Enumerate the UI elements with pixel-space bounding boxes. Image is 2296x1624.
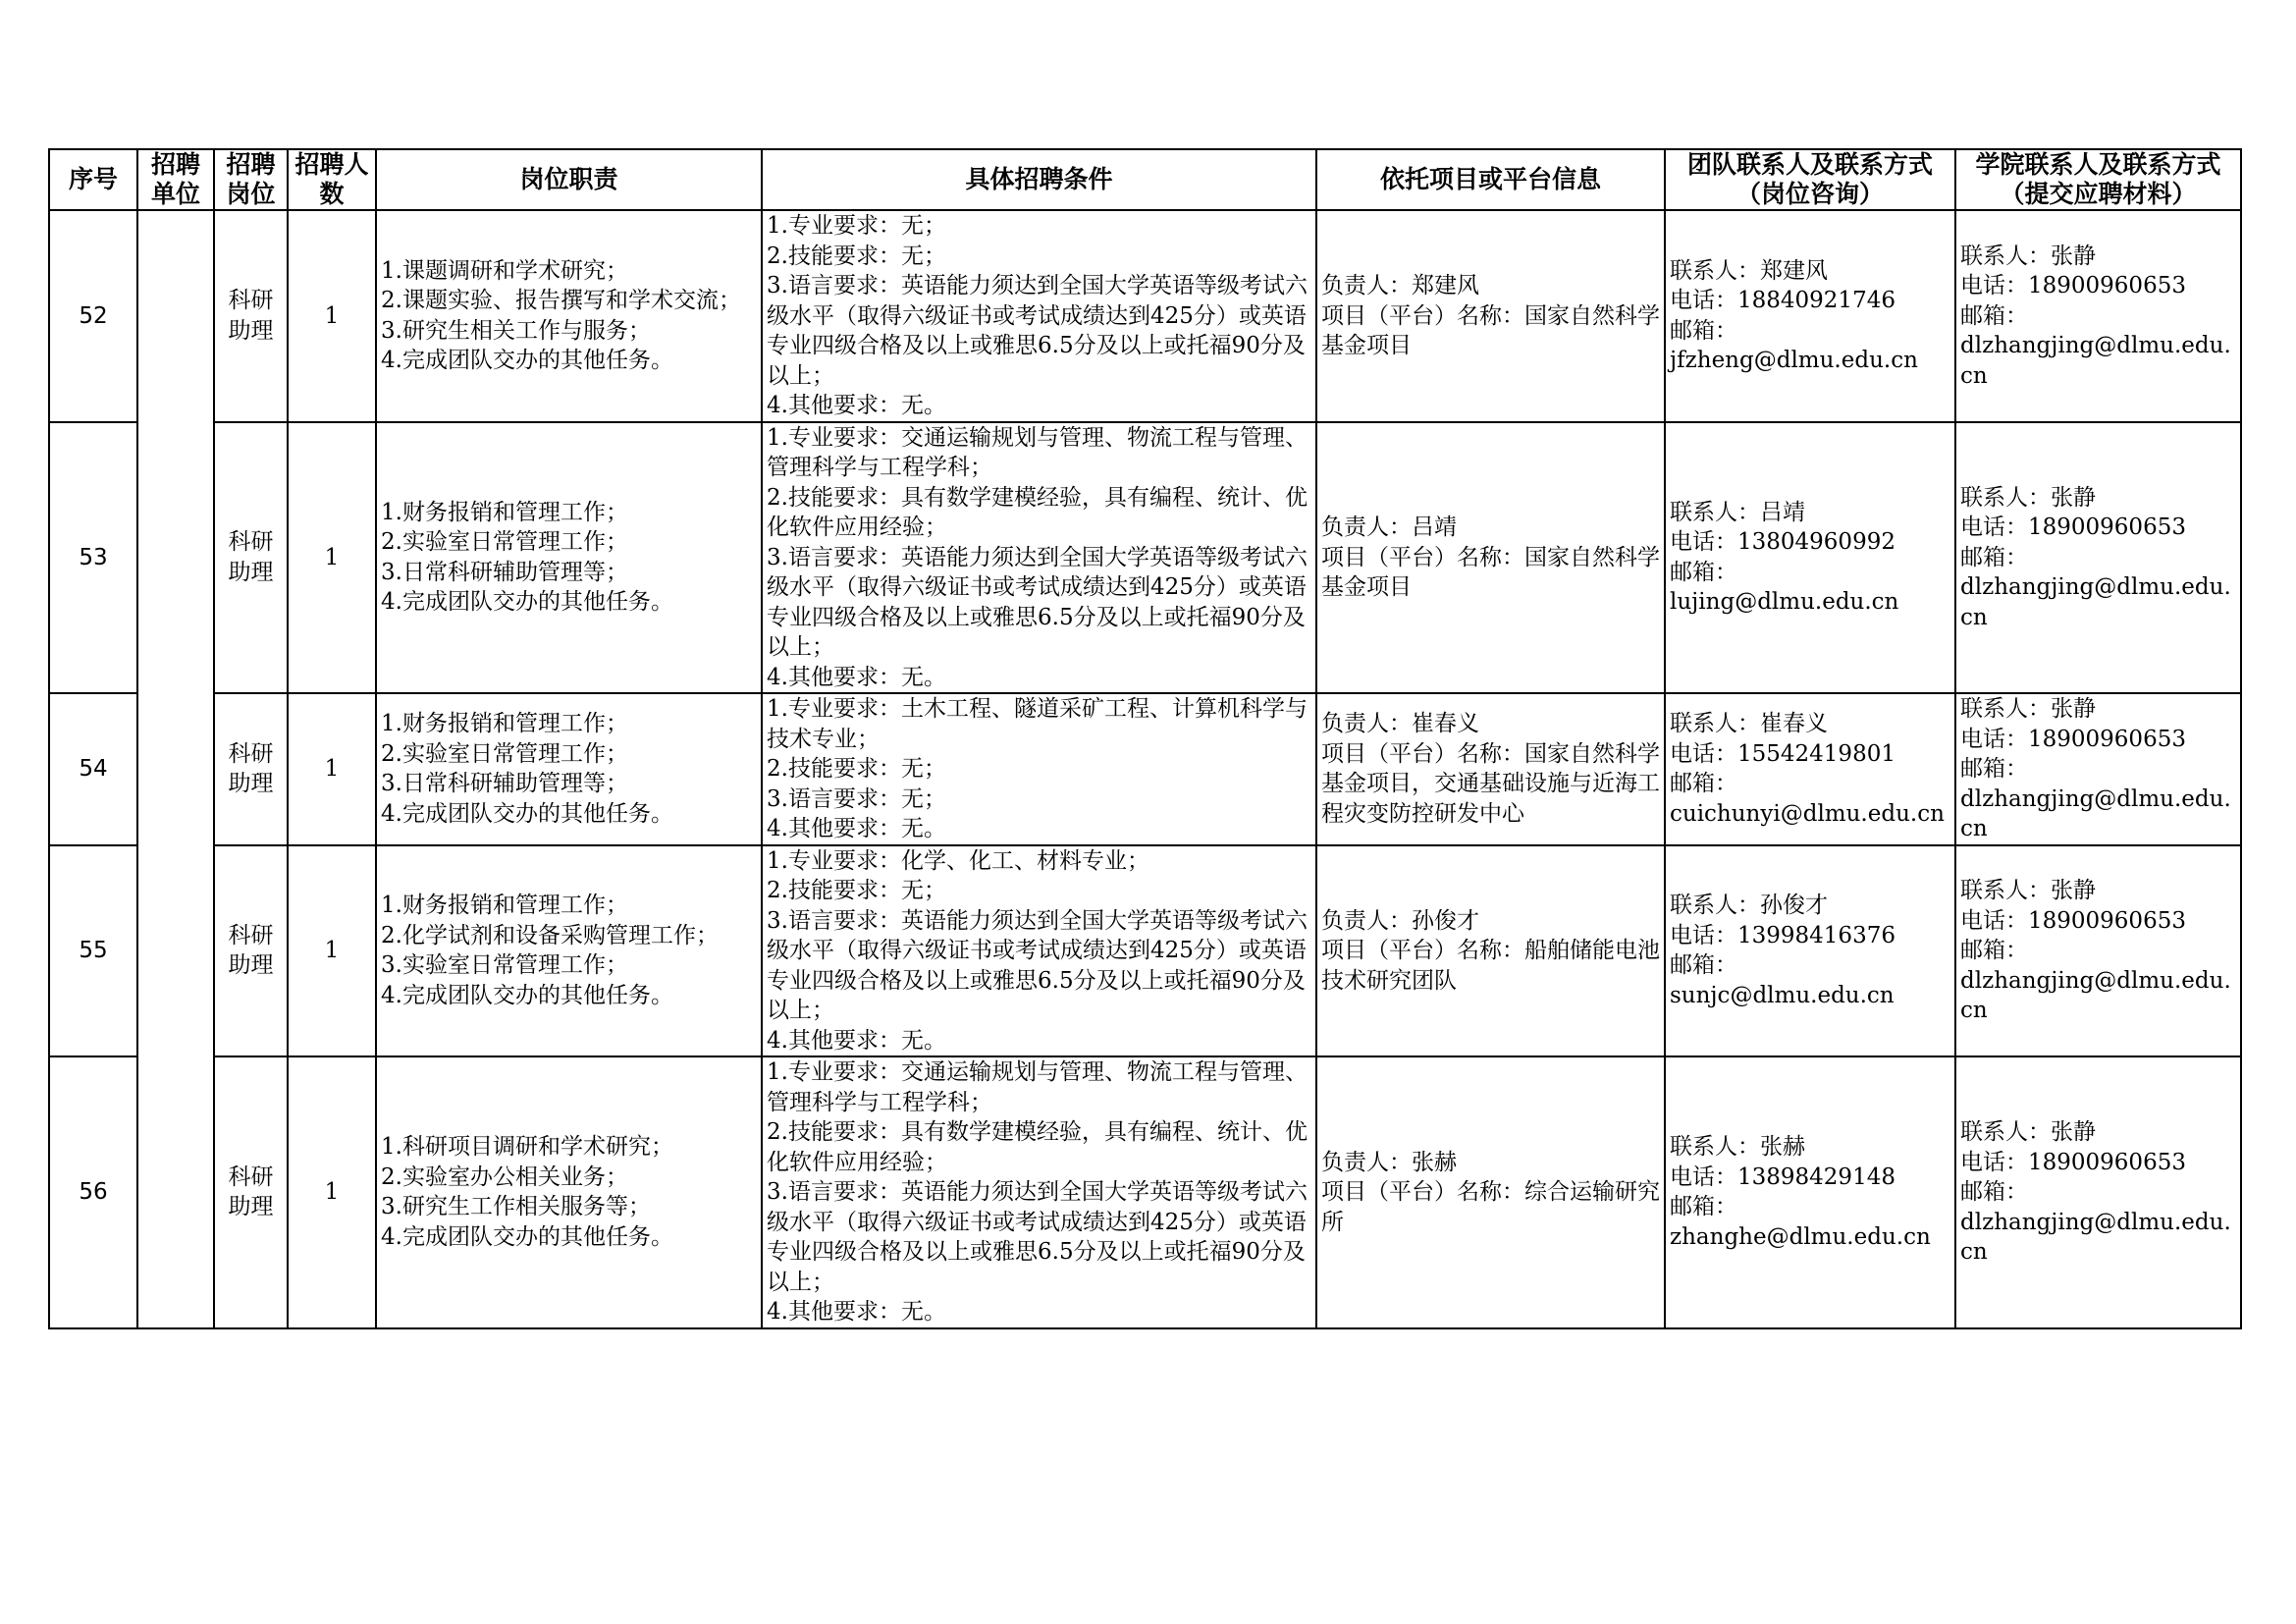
table-row (49, 422, 2241, 694)
header-duties: 岗位职责 (376, 149, 762, 210)
row-post: 科研助理 (214, 845, 288, 1057)
row-post: 科研助理 (214, 422, 288, 694)
row-conditions: 1.专业要求：土木工程、隧道采矿工程、计算机科学与技术专业； 2.技能要求：无； 3.语言要求：无； 4.其他要求：无。 (762, 693, 1316, 845)
row-team-contact: 联系人：孙俊才 电话：13998416376 邮箱： sunjc@dlmu.edu.cn (1665, 845, 1955, 1057)
header-college-contact: 学院联系人及联系方式（提交应聘材料） (1955, 149, 2241, 210)
header-row (49, 149, 2241, 210)
row-count: 1 (288, 845, 376, 1057)
row-count: 1 (288, 422, 376, 694)
row-post: 科研助理 (214, 1056, 288, 1328)
unit-cell (137, 210, 214, 1328)
row-team-contact: 联系人：吕靖 电话：13804960992 邮箱： lujing@dlmu.edu.cn (1665, 422, 1955, 694)
row-college-contact: 联系人：张静 电话：18900960653 邮箱： dlzhangjing@dlmu.edu.cn (1955, 845, 2241, 1057)
row-project: 负责人：崔春义 项目（平台）名称：国家自然科学基金项目，交通基础设施与近海工程灾变防控研发中心 (1316, 693, 1665, 845)
header-post: 招聘岗位 (214, 149, 288, 210)
row-count: 1 (288, 210, 376, 422)
row-duties: 1.科研项目调研和学术研究； 2.实验室办公相关业务； 3.研究生工作相关服务等； 4.完成团队交办的其他任务。 (376, 1056, 762, 1328)
row-duties: 1.财务报销和管理工作； 2.实验室日常管理工作； 3.日常科研辅助管理等； 4.完成团队交办的其他任务。 (376, 693, 762, 845)
row-project: 负责人：郑建风 项目（平台）名称：国家自然科学基金项目 (1316, 210, 1665, 422)
table-row (49, 693, 2241, 845)
row-duties: 1.课题调研和学术研究； 2.课题实验、报告撰写和学术交流； 3.研究生相关工作与服务； 4.完成团队交办的其他任务。 (376, 210, 762, 422)
row-conditions: 1.专业要求：交通运输规划与管理、物流工程与管理、管理科学与工程学科； 2.技能要求：具有数学建模经验，具有编程、统计、优化软件应用经验； 3.语言要求：英语能力须达到全国大学英语等级考试六级水平（取得六级证书或考试成绩达到425分）或英语专业四级合格及以上或雅思6.5分及以上或托福90分及以上； 4.其他要求：无。 (762, 1056, 1316, 1328)
row-college-contact: 联系人：张静 电话：18900960653 邮箱： dlzhangjing@dlmu.edu.cn (1955, 422, 2241, 694)
row-post: 科研助理 (214, 210, 288, 422)
row-seq: 56 (49, 1056, 137, 1328)
row-project: 负责人：张赫 项目（平台）名称：综合运输研究所 (1316, 1056, 1665, 1328)
row-project: 负责人：孙俊才 项目（平台）名称：船舶储能电池技术研究团队 (1316, 845, 1665, 1057)
row-conditions: 1.专业要求：化学、化工、材料专业； 2.技能要求：无； 3.语言要求：英语能力须达到全国大学英语等级考试六级水平（取得六级证书或考试成绩达到425分）或英语专业四级合格及以上或雅思6.5分及以上或托福90分及以上； 4.其他要求：无。 (762, 845, 1316, 1057)
row-post: 科研助理 (214, 693, 288, 845)
row-count: 1 (288, 1056, 376, 1328)
header-seq: 序号 (49, 149, 137, 210)
table-row (49, 210, 2241, 422)
header-count: 招聘人数 (288, 149, 376, 210)
row-duties: 1.财务报销和管理工作； 2.实验室日常管理工作； 3.日常科研辅助管理等； 4.完成团队交办的其他任务。 (376, 422, 762, 694)
row-team-contact: 联系人：张赫 电话：13898429148 邮箱： zhanghe@dlmu.edu.cn (1665, 1056, 1955, 1328)
header-project: 依托项目或平台信息 (1316, 149, 1665, 210)
row-duties: 1.财务报销和管理工作； 2.化学试剂和设备采购管理工作； 3.实验室日常管理工作； 4.完成团队交办的其他任务。 (376, 845, 762, 1057)
row-seq: 53 (49, 422, 137, 694)
row-conditions: 1.专业要求：无； 2.技能要求：无； 3.语言要求：英语能力须达到全国大学英语等级考试六级水平（取得六级证书或考试成绩达到425分）或英语专业四级合格及以上或雅思6.5分及以上或托福90分及以上； 4.其他要求：无。 (762, 210, 1316, 422)
header-unit: 招聘单位 (137, 149, 214, 210)
row-project: 负责人：吕靖 项目（平台）名称：国家自然科学基金项目 (1316, 422, 1665, 694)
row-team-contact: 联系人：郑建风 电话：18840921746 邮箱： jfzheng@dlmu.edu.cn (1665, 210, 1955, 422)
row-seq: 52 (49, 210, 137, 422)
table-row (49, 845, 2241, 1057)
row-seq: 55 (49, 845, 137, 1057)
recruitment-table (48, 148, 2242, 1329)
row-count: 1 (288, 693, 376, 845)
table-row (49, 1056, 2241, 1328)
row-conditions: 1.专业要求：交通运输规划与管理、物流工程与管理、管理科学与工程学科； 2.技能要求：具有数学建模经验，具有编程、统计、优化软件应用经验； 3.语言要求：英语能力须达到全国大学英语等级考试六级水平（取得六级证书或考试成绩达到425分）或英语专业四级合格及以上或雅思6.5分及以上或托福90分及以上； 4.其他要求：无。 (762, 422, 1316, 694)
row-seq: 54 (49, 693, 137, 845)
row-college-contact: 联系人：张静 电话：18900960653 邮箱： dlzhangjing@dlmu.edu.cn (1955, 1056, 2241, 1328)
header-conditions: 具体招聘条件 (762, 149, 1316, 210)
header-team-contact: 团队联系人及联系方式（岗位咨询） (1665, 149, 1955, 210)
row-team-contact: 联系人：崔春义 电话：15542419801 邮箱： cuichunyi@dlmu.edu.cn (1665, 693, 1955, 845)
row-college-contact: 联系人：张静 电话：18900960653 邮箱： dlzhangjing@dlmu.edu.cn (1955, 210, 2241, 422)
row-college-contact: 联系人：张静 电话：18900960653 邮箱： dlzhangjing@dlmu.edu.cn (1955, 693, 2241, 845)
